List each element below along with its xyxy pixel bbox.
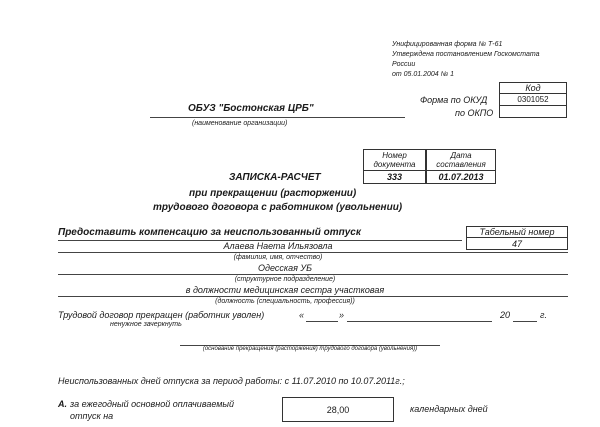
vacation-days-unit: календарных дней: [410, 404, 488, 414]
okud-label: Форма по ОКУД: [420, 95, 488, 105]
year-line: [513, 321, 537, 322]
contract-caption: ненужное зачеркнуть: [110, 321, 182, 328]
document-subtitle-2: трудового договора с работником (увольнении): [153, 202, 403, 213]
approved-text: Утверждена постановлением Госкомстата: [392, 51, 540, 58]
employee-name-caption: (фамилия, имя, отчество): [233, 254, 323, 261]
year-suffix: г.: [540, 310, 547, 320]
country-text: России: [392, 61, 416, 68]
okpo-label: по ОКПО: [455, 108, 494, 118]
quote-open: «: [299, 310, 305, 320]
vacation-days-value: 28,00: [282, 397, 394, 422]
contract-text: Трудовой договор прекращен (работник уволен): [58, 310, 265, 320]
kod-header: Код: [499, 82, 567, 94]
okpo-value: [499, 105, 567, 118]
item-text-2: отпуск на: [70, 411, 114, 421]
approval-date: от 05.01.2004 № 1: [392, 71, 455, 78]
employee-name: Алаева Наета Ильязовла: [223, 241, 333, 251]
organization-name: ОБУЗ "Бостонская ЦРБ": [188, 103, 314, 114]
form-name: Унифицированная форма № Т-61: [392, 41, 503, 48]
item-text-1: за ежегодный основной оплачиваемый: [70, 399, 235, 409]
date-header: Дата составления: [426, 149, 496, 171]
quote-close: »: [339, 310, 345, 320]
item-label: А.: [58, 399, 67, 409]
document-title: ЗАПИСКА-РАСЧЕТ: [229, 172, 321, 183]
document-number: 333: [363, 170, 426, 184]
document-date: 01.07.2013: [426, 170, 496, 184]
compensation-text: Предоставить компенсацию за неиспользованный отпуск: [58, 227, 361, 238]
document-subtitle-1: при прекращении (расторжении): [189, 188, 357, 199]
department-caption: (структурное подразделение): [234, 276, 336, 283]
department: Одесская УБ: [257, 263, 313, 273]
number-header: Номер документа: [363, 149, 426, 171]
basis-caption: (основание прекращения (расторжения) трудового договора (увольнения)): [202, 346, 418, 352]
year-prefix: 20: [500, 310, 511, 320]
tab-number-value: 47: [466, 237, 568, 250]
month-line: [347, 321, 492, 322]
position-line: [58, 296, 568, 297]
employee-name-line: [58, 252, 568, 253]
tab-number-header: Табельный номер: [466, 226, 568, 238]
okud-value: 0301052: [499, 93, 567, 106]
organization-caption: (наименование организации): [192, 120, 288, 127]
position: в должности медицинская сестра участковая: [185, 285, 385, 295]
vacation-text: Неиспользованных дней отпуска за период работы: с 11.07.2010 по 10.07.2011г.;: [58, 376, 405, 386]
organization-line: [150, 117, 405, 118]
day-line: [306, 321, 338, 322]
position-caption: (должность (специальность, профессия)): [215, 298, 355, 305]
department-line: [58, 274, 568, 275]
